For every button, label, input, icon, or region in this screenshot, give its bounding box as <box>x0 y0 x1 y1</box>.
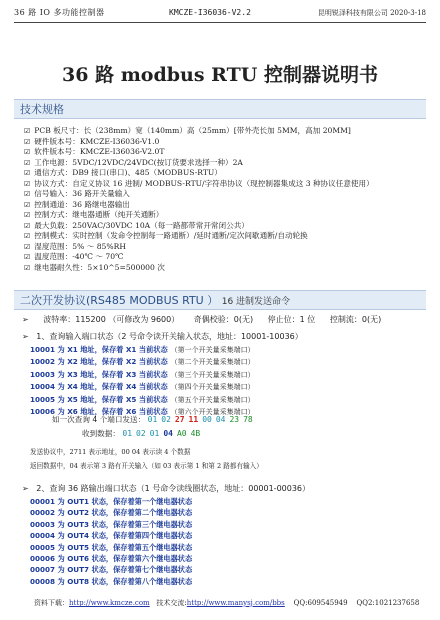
address-desc: （第一个开关量采集端口） <box>170 346 255 354</box>
section-tech-specs <box>14 99 426 119</box>
footer-download-label: 资料下载： <box>34 599 69 607</box>
page-footer <box>34 598 419 608</box>
list-item <box>30 394 255 406</box>
list-item: 00004 为 OUT4 状态，保存着第四个继电器状态 <box>30 531 193 541</box>
baud-rate: 波特率：115200 （可修改为 9600） <box>43 315 180 324</box>
list-item: 00002 为 OUT2 状态，保存着第二个继电器状态 <box>30 508 193 518</box>
spec-text: 控制模式：实时控制（发命令控制每一路通断）/延时通断/定次间歇通断/自动轮换 <box>34 231 308 240</box>
header-company-date: 昆明锐泽科技有限公司 2020-3-18 <box>317 9 426 17</box>
spec-text: 温度范围：-40℃ ～ 70℃ <box>34 252 124 261</box>
hex-byte: A0 <box>176 429 187 438</box>
address-text: 10006 为 X6 地址，保存着 X6 当前状态 <box>30 407 168 417</box>
stop-bits: 停止位：1 位 <box>267 315 316 324</box>
input-address-list <box>30 344 255 418</box>
spec-text: 最大负载：250VAC/30VDC 10A（每一路都带常开常闭公共） <box>34 220 249 230</box>
spec-item <box>24 137 424 148</box>
checkbox-icon: ☑ <box>24 137 31 146</box>
spec-item <box>24 242 424 253</box>
hex-byte: 23 <box>229 415 240 424</box>
spec-item <box>24 231 424 242</box>
query-recv-line <box>82 428 204 439</box>
hex-byte: 04 <box>163 429 173 438</box>
hex-byte: 27 <box>174 415 185 424</box>
document-title: 36 路 modbus RTU 控制器说明书 <box>62 64 378 86</box>
arrow-icon: ➢ <box>22 484 29 493</box>
footer-download-link[interactable]: http://www.kmcze.com <box>69 599 150 607</box>
query-output-title: 2、查询 36 路输出端口状态（1 号命令读线圈状态，地址：00001-00036） <box>36 484 311 493</box>
address-text: 10005 为 X5 地址，保存着 X5 当前状态 <box>30 394 168 404</box>
query-input-title-line <box>22 331 303 342</box>
checkbox-icon: ☑ <box>24 158 31 167</box>
spec-text: 协议方式：自定义协议 16 进制/ MODBUS-RTU/字符串协议（现控制器集成这 3 种协议任意使用） <box>34 178 374 188</box>
hex-byte: 02 <box>136 429 146 438</box>
spec-list <box>24 126 424 273</box>
checkbox-icon: ☑ <box>24 263 31 272</box>
list-item: 00001 为 OUT1 状态，保存着第一个继电器状态 <box>30 497 193 506</box>
spec-text: 通信方式：DB9 接口(串口)、485（MODBUS-RTU） <box>34 168 222 177</box>
spec-item <box>24 252 424 263</box>
checkbox-icon: ☑ <box>24 179 31 188</box>
protocol-note-2: 返回数据中，04 表示第 3 路有开关输入（如 03 表示第 1 和第 2 路都有输入） <box>30 462 263 470</box>
header-model: KMCZE-I36036-V2.2 <box>169 8 251 17</box>
query-input-title: 1、查询输入端口状态（2 号命令读开关输入状态，地址：10001-10036） <box>36 332 303 341</box>
checkbox-icon: ☑ <box>24 148 31 156</box>
header-product: 36 路 IO 多功能控制器 <box>14 8 105 17</box>
list-item <box>30 369 255 381</box>
footer-qq2: QQ2:1021237658 <box>356 599 420 607</box>
hex-byte: 02 <box>161 415 171 424</box>
hex-byte: 01 <box>122 429 133 438</box>
parity: 奇偶校验：0(无) <box>193 315 254 324</box>
spec-text: PCB 板尺寸：长（238mm）宽（140mm）高（25mm）[带外壳长加 5MM，高加 20MM] <box>34 126 351 135</box>
spec-text: 硬件版本号：KMCZE-I36036-V1.0 <box>34 136 160 146</box>
spec-item <box>24 210 424 221</box>
checkbox-icon: ☑ <box>24 169 31 177</box>
list-item <box>30 344 255 356</box>
page-header <box>14 6 426 23</box>
list-item: 00008 为 OUT8 状态，保存着第八个继电器状态 <box>30 576 193 586</box>
query-send-label: 如一次查询 4 个端口发送： <box>52 415 146 424</box>
hex-byte: 04 <box>215 415 226 424</box>
address-desc: （第二个开关量采集端口） <box>170 358 255 367</box>
arrow-icon: ➢ <box>22 315 29 324</box>
checkbox-icon: ☑ <box>24 200 31 209</box>
query-send-line <box>52 414 257 425</box>
query-send-hex <box>148 415 257 424</box>
hex-byte: 11 <box>188 415 199 424</box>
hex-byte: 01 <box>149 429 160 438</box>
hex-byte: 01 <box>147 415 158 424</box>
section-protocol <box>14 290 426 310</box>
spec-text: 信号输入：36 路开关量输入 <box>34 189 130 198</box>
address-desc: （第六个开关量采集端口） <box>170 408 255 417</box>
spec-item <box>24 221 424 232</box>
list-item <box>30 356 255 368</box>
spec-text: 工作电源：5VDC/12VDC/24VDC(按订货要求选择一种）2A <box>34 157 243 167</box>
checkbox-icon: ☑ <box>24 221 31 230</box>
address-desc: （第五个开关量采集端口） <box>170 395 255 404</box>
spec-item <box>24 168 424 179</box>
list-item <box>30 381 255 393</box>
spec-item <box>24 147 424 158</box>
list-item: 00003 为 OUT3 状态，保存着第三个继电器状态 <box>30 519 193 529</box>
address-text: 10003 为 X3 地址，保存着 X3 当前状态 <box>30 369 168 379</box>
spec-item <box>24 126 424 137</box>
serial-params <box>22 314 393 325</box>
spec-item <box>24 263 424 274</box>
address-desc: （第四个开关量采集端口） <box>170 383 255 392</box>
output-address-list <box>30 496 192 587</box>
section-tech-specs-title: 技术规格 <box>20 103 64 116</box>
footer-forum-link[interactable]: http://www.manysj.com/bbs <box>186 599 285 607</box>
checkbox-icon: ☑ <box>24 232 31 240</box>
spec-item <box>24 200 424 211</box>
checkbox-icon: ☑ <box>24 253 31 261</box>
list-item: 00005 为 OUT5 状态，保存着第五个继电器状态 <box>30 542 193 552</box>
query-recv-hex <box>122 429 204 438</box>
spec-text: 湿度范围：5% ～ 85%RH <box>34 241 126 251</box>
spec-item <box>24 179 424 190</box>
hex-byte: 4B <box>190 429 201 438</box>
footer-qq1: QQ:609545949 <box>293 599 348 607</box>
section-protocol-title: 二次开发协议(RS485 MODBUS RTU ） <box>20 294 219 307</box>
spec-text: 继电器耐久性：5×10^5=500000 次 <box>34 262 165 272</box>
address-desc: （第三个开关量采集端口） <box>170 370 255 379</box>
address-text: 10002 为 X2 地址，保存着 X2 当前状态 <box>30 357 168 367</box>
protocol-note-1: 发送协议中，2711 表示地址，00 04 表示读 4 个数据 <box>30 448 191 456</box>
spec-text: 软件版本号：KMCZE-I36036-V2.0T <box>34 147 165 156</box>
spec-text: 控制通道：36 路继电器输出 <box>34 199 130 209</box>
address-text: 10004 为 X4 地址，保存着 X4 当前状态 <box>30 382 168 392</box>
footer-forum-label: 技术交流: <box>156 599 187 607</box>
list-item: 00006 为 OUT6 状态，保存着第六个继电器状态 <box>30 554 193 564</box>
list-item: 00007 为 OUT7 状态，保存着第七个继电器状态 <box>30 565 193 575</box>
query-recv-label: 收到数据： <box>82 429 120 438</box>
section-protocol-suffix: 16 进制发送命令 <box>221 297 291 307</box>
checkbox-icon: ☑ <box>24 190 31 198</box>
spec-text: 控制方式：继电器通断（纯开关通断） <box>34 210 164 219</box>
hex-byte: 00 <box>202 415 212 424</box>
address-text: 10001 为 X1 地址，保存着 X1 当前状态 <box>30 345 168 354</box>
checkbox-icon: ☑ <box>24 211 31 219</box>
checkbox-icon: ☑ <box>24 127 31 135</box>
hex-byte: 78 <box>243 415 253 424</box>
flow-control: 控制流：0(无) <box>329 315 382 324</box>
checkbox-icon: ☑ <box>24 242 31 251</box>
spec-item <box>24 189 424 200</box>
spec-item <box>24 158 424 169</box>
arrow-icon: ➢ <box>22 332 29 341</box>
query-output-title-line <box>22 483 310 494</box>
